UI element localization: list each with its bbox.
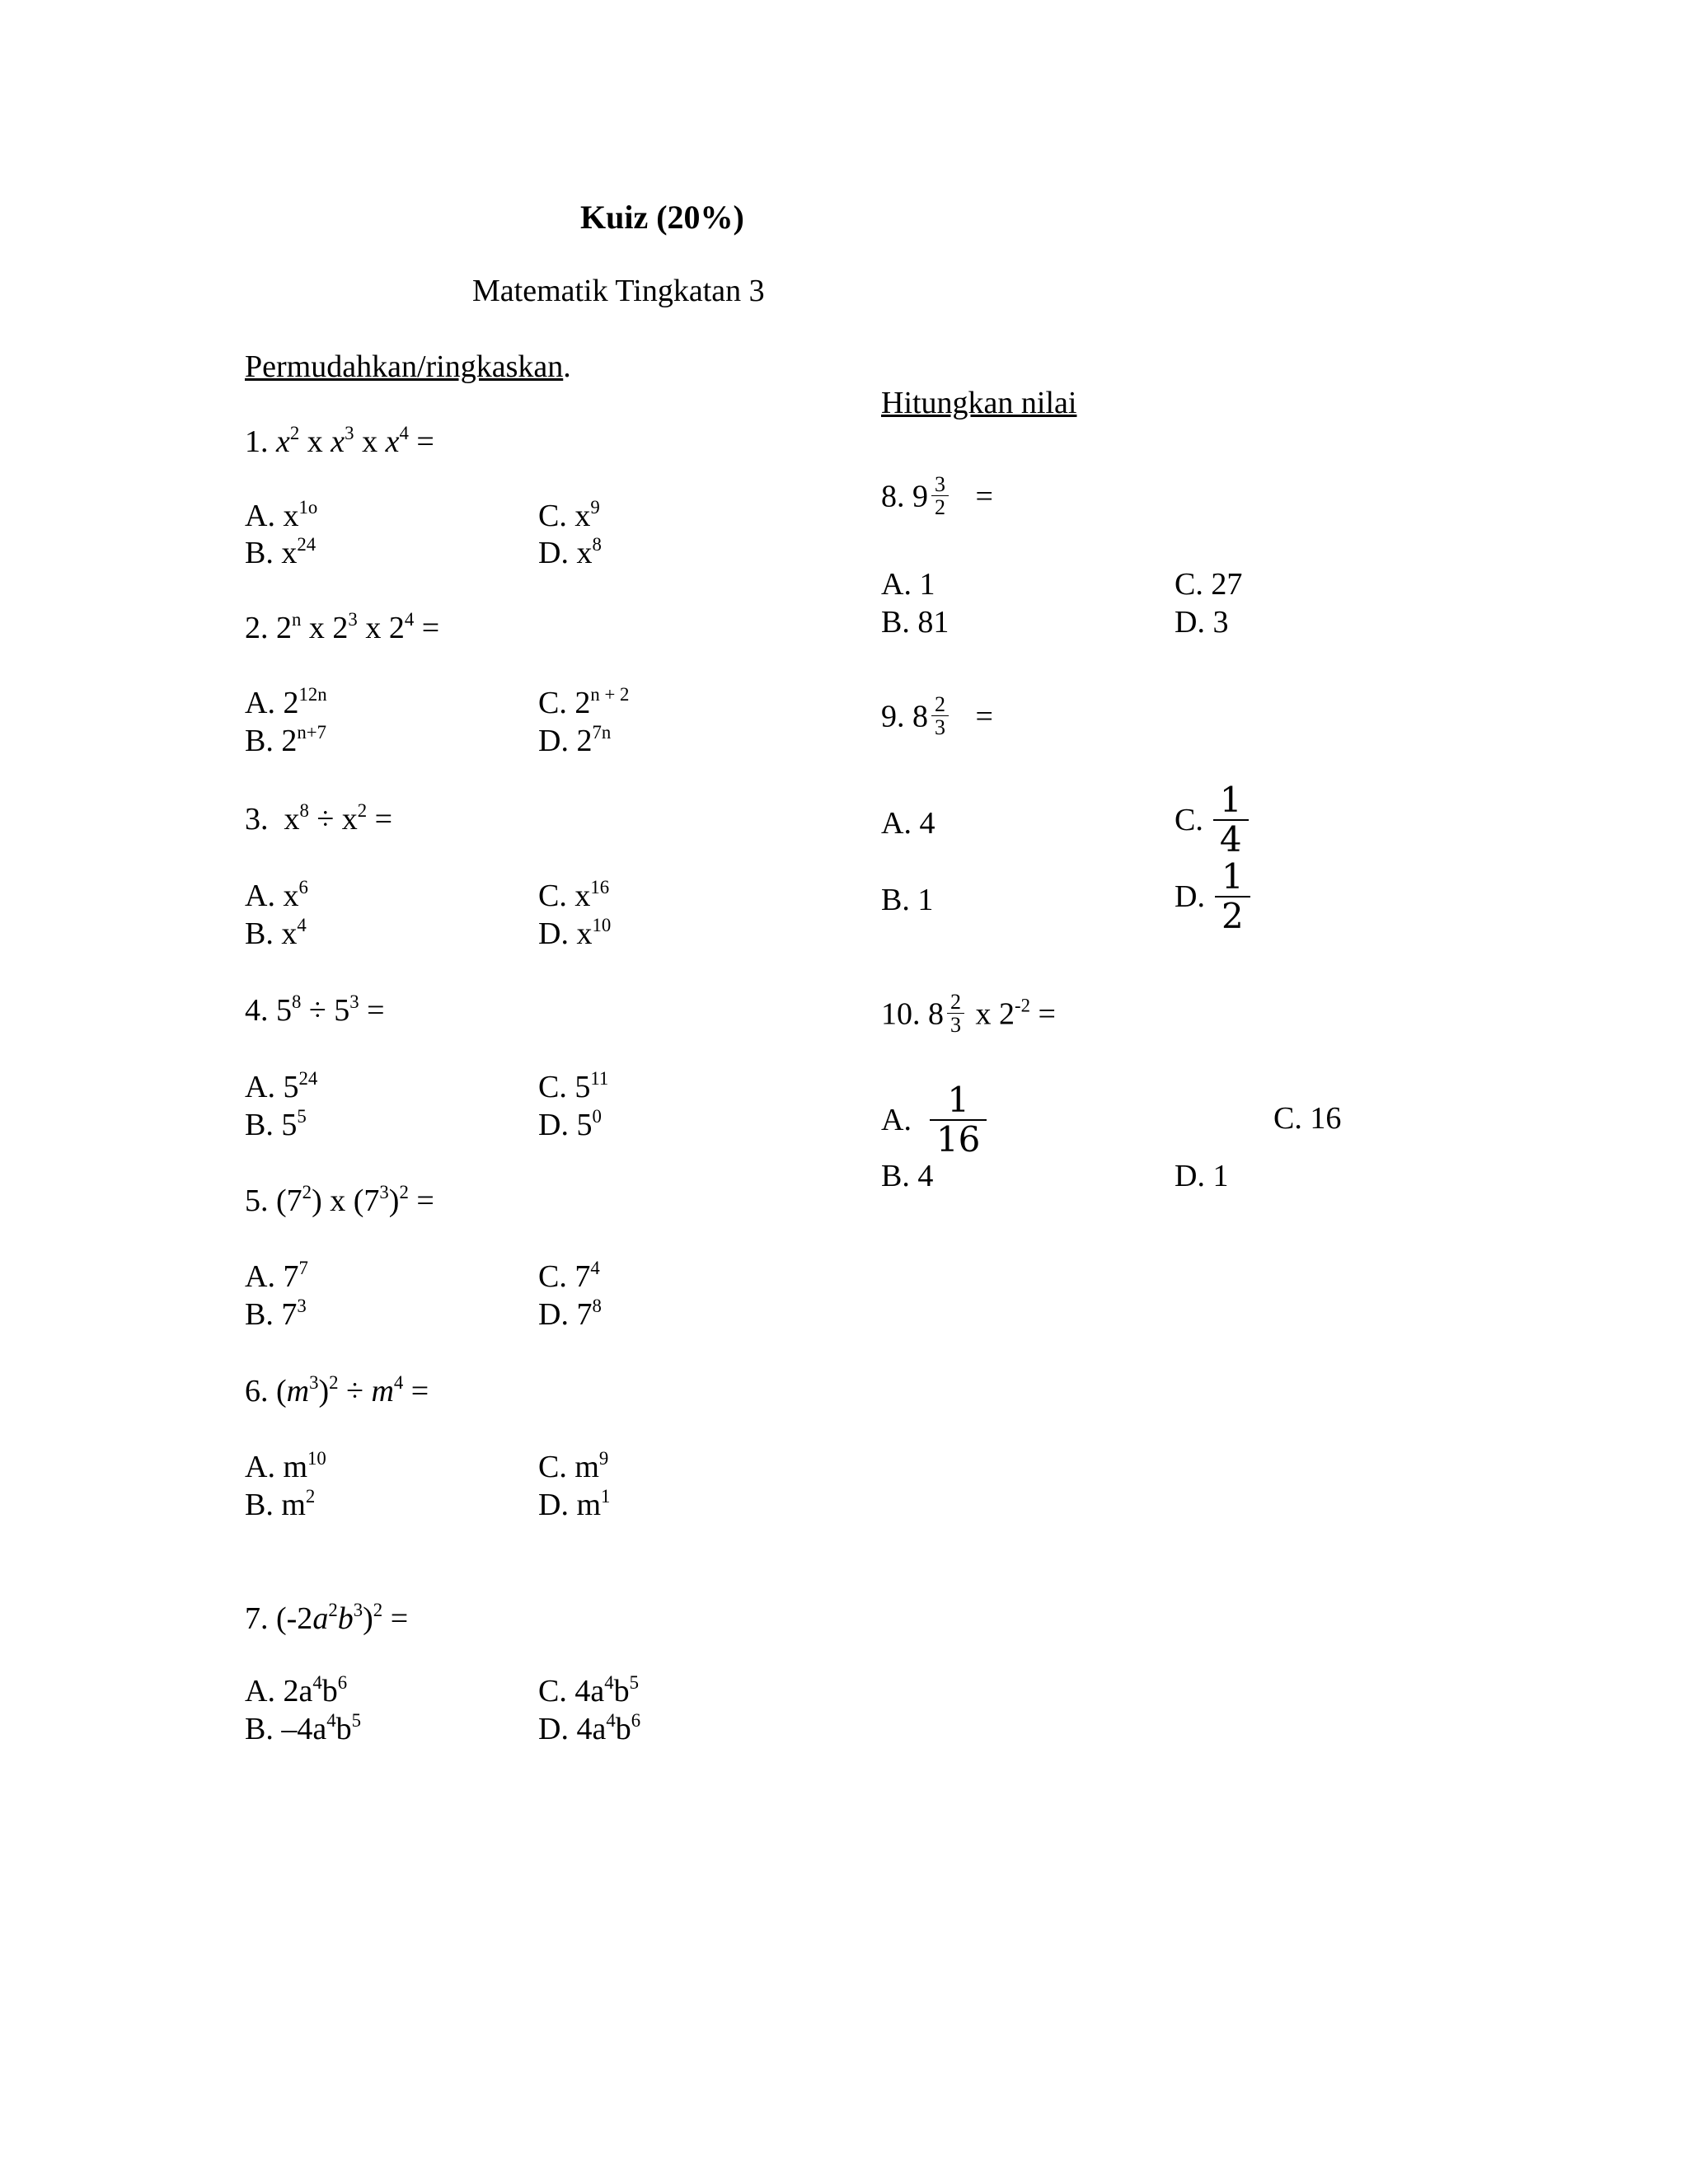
section-heading-evaluate: Hitungkan nilai: [881, 386, 1077, 420]
q9-option-d-fraction: $\frac{1}{2}$: [1215, 858, 1250, 935]
q10-option-c: C. 16: [1273, 1101, 1342, 1136]
question-2: 2. 2$^n$ x $2^3$ x $2^4$ =: [245, 609, 440, 645]
q6-option-a: A. $m^{10}$: [245, 1448, 326, 1484]
q3-option-c: C. $x^{16}$: [538, 877, 610, 913]
q1-option-c: C. $x^9$: [538, 497, 600, 533]
q9-option-b: B. 1: [881, 883, 934, 917]
q7-option-d: D. $4a^4b^6$: [538, 1710, 641, 1746]
q2-option-a: A. $2^{12n}$: [245, 684, 327, 720]
page-title: Kuiz (20%): [580, 199, 744, 236]
question-1: 1. $x^2$ x $x^3$ x $x^4$ =: [245, 423, 434, 459]
q8-exponent-fraction: $\frac{3}{2}$: [931, 473, 949, 519]
q8-option-c: C. 27: [1175, 567, 1243, 602]
question-9: 9. 8 $\frac{2}{3}$ =: [881, 692, 993, 740]
q8-option-d: D. 3: [1175, 605, 1229, 640]
question-5: 5. $(7^2)$ x $(7^3)^2$ =: [245, 1182, 434, 1218]
q4-option-a: A. $5^{24}$: [245, 1068, 318, 1104]
q5-option-a: A. $7^7$: [245, 1258, 308, 1294]
q5-option-c: C. $7^4$: [538, 1258, 600, 1294]
section-heading-simplify: Permudahkan/ringkaskan.: [245, 349, 571, 384]
q5-option-b: B. $7^3$: [245, 1296, 307, 1332]
q7-option-b: B. $-4a^4b^5$: [245, 1710, 362, 1746]
q1-option-a: A. $x^{1o}$: [245, 497, 318, 533]
question-3: 3. $x^8 \div x^2$ =: [245, 800, 393, 837]
q4-option-b: B. $5^5$: [245, 1106, 307, 1142]
q10-option-a: A. $\frac{1}{16}$: [881, 1081, 987, 1159]
q2-option-b: B. $2^{n+7}$: [245, 722, 327, 758]
q7-option-a: A. $2a^4b^6$: [245, 1672, 348, 1708]
question-4: 4. $5^8 \div 5^3$ =: [245, 991, 385, 1028]
q3-option-d: D. $x^{10}$: [538, 915, 612, 951]
q9-exponent-fraction: $\frac{2}{3}$: [931, 693, 949, 739]
q4-option-d: D. $5^0$: [538, 1106, 602, 1142]
q6-option-d: D. $m^1$: [538, 1486, 611, 1522]
q5-option-d: D. $7^8$: [538, 1296, 602, 1332]
q9-option-d: D. $\frac{1}{2}$: [1175, 858, 1250, 935]
q1-option-d: D. $x^8$: [538, 534, 602, 570]
q9-option-c-fraction: $\frac{1}{4}$: [1213, 781, 1249, 859]
question-8: 8. 9 $\frac{3}{2}$ =: [881, 472, 993, 520]
q10-option-d: D. 1: [1175, 1159, 1229, 1193]
q8-option-a: A. 1: [881, 567, 935, 602]
q10-option-a-fraction: $\frac{1}{16}$: [930, 1081, 987, 1159]
q1-option-b: B. $x^{24}$: [245, 534, 316, 570]
q3-option-b: B. $x^4$: [245, 915, 307, 951]
question-6: 6. $(m^3)^2 \div m^4$ =: [245, 1372, 429, 1408]
q10-exponent-fraction: $\frac{2}{3}$: [947, 991, 964, 1037]
q3-option-a: A. $x^6$: [245, 877, 308, 913]
question-10: 10. 8 $\frac{2}{3}$ x $2^{-2}$ =: [881, 990, 1056, 1038]
q4-option-c: C. $5^{11}$: [538, 1068, 609, 1104]
q6-option-b: B. $m^2$: [245, 1486, 316, 1522]
q9-option-a: A. 4: [881, 806, 935, 841]
question-7: 7. $(-2a^2b^3)^2$ =: [245, 1600, 409, 1636]
q6-option-c: C. $m^9$: [538, 1448, 609, 1484]
q8-option-b: B. 81: [881, 605, 950, 640]
page-subtitle: Matematik Tingkatan 3: [472, 274, 765, 308]
q2-option-d: D. $2^{7n}$: [538, 722, 612, 758]
q7-option-c: C. $4a^4b^5$: [538, 1672, 640, 1708]
q10-option-b: B. 4: [881, 1159, 934, 1193]
q2-option-c: C. $2^{n + 2}$: [538, 684, 630, 720]
q9-option-c: C. $\frac{1}{4}$: [1175, 781, 1249, 859]
